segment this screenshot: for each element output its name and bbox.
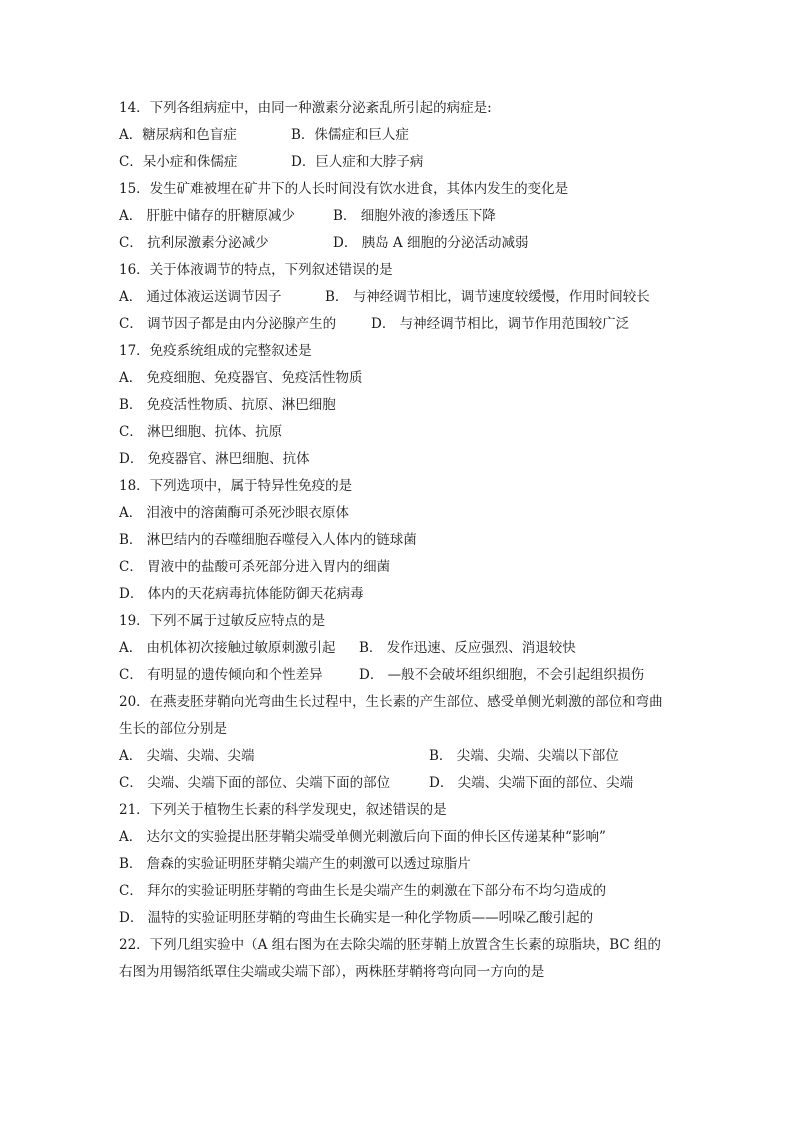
option-d: D． 胰岛 A 细胞的分泌活动减弱 xyxy=(333,235,529,251)
option-c: C．呆小症和侏儒症 xyxy=(119,154,238,170)
question-20-stem-cont: 生长的部位分别是 xyxy=(119,721,227,737)
question-20-row-2 xyxy=(119,770,689,797)
question-20-row-1 xyxy=(119,743,689,770)
option-d: D．巨人症和大脖子病 xyxy=(291,154,424,170)
question-20-stem: 20．在燕麦胚芽鞘向光弯曲生长过程中，生长素的产生部位、感受单侧光刺激的部位和弯曲 xyxy=(119,694,663,710)
option-c: C． 胃液中的盐酸可杀死部分进入胃内的细菌 xyxy=(119,559,391,575)
question-18-stem: 18．下列选项中，属于特异性免疫的是 xyxy=(119,478,353,494)
option-b: B． 詹森的实验证明胚芽鞘尖端产生的刺激可以透过琼脂片 xyxy=(119,856,471,872)
question-19-stem: 19．下列不属于过敏反应特点的是 xyxy=(119,613,326,629)
option-d: D． 体内的天花病毒抗体能防御天花病毒 xyxy=(119,586,364,602)
question-15-row-2 xyxy=(119,230,689,257)
option-b: B． 免疫活性物质、抗原、淋巴细胞 xyxy=(119,397,336,413)
option-a: A． 免疫细胞、免疫器官、免疫活性物质 xyxy=(119,370,363,386)
option-c: C． 淋巴细胞、抗体、抗原 xyxy=(119,424,283,440)
question-22-stem-cont: 右图为用锡箔纸罩住尖端或尖端下部），两株胚芽鞘将弯向同一方向的是 xyxy=(119,964,545,980)
question-14-row-1 xyxy=(119,122,689,149)
option-a: A． 由机体初次接触过敏原刺激引起 xyxy=(119,640,336,656)
option-a: A．糖尿病和色盲症 xyxy=(119,127,237,143)
option-a: A． 肝脏中储存的肝糖原减少 xyxy=(119,208,296,224)
question-21-stem: 21．下列关于植物生长素的科学发现史，叙述错误的是 xyxy=(119,802,447,818)
question-14-row-2 xyxy=(119,149,689,176)
option-b: B． 发作迅速、反应强烈、消退较快 xyxy=(359,640,576,656)
question-list xyxy=(119,95,689,986)
question-15-stem: 15．发生矿难被埋在矿井下的人长时间没有饮水进食，其体内发生的变化是 xyxy=(119,181,569,197)
option-a: A． 达尔文的实验提出胚芽鞘尖端受单侧光刺激后向下面的伸长区传递某种“影响” xyxy=(119,829,606,845)
question-14-stem: 14．下列各组病症中，由同一种激素分泌紊乱所引起的病症是: xyxy=(119,100,492,116)
option-a: A． 尖端、尖端、尖端 xyxy=(119,748,255,764)
option-c: C． 拜尔的实验证明胚芽鞘的弯曲生长是尖端产生的刺激在下部分布不均匀造成的 xyxy=(119,883,607,899)
option-b: B． 与神经调节相比，调节速度较缓慢，作用时间较长 xyxy=(325,289,650,305)
option-c: C． 抗利尿激素分泌减少 xyxy=(119,235,269,251)
question-17-stem: 17．免疫系统组成的完整叙述是 xyxy=(119,343,312,359)
question-16-row-2 xyxy=(119,311,689,338)
option-d: D． 尖端、尖端下面的部位、尖端 xyxy=(429,775,634,791)
question-16-stem: 16．关于体液调节的特点，下列叙述错误的是 xyxy=(119,262,393,278)
option-d: D． 免疫器官、淋巴细胞、抗体 xyxy=(119,451,310,467)
question-19-row-2 xyxy=(119,662,689,689)
option-c: C． 调节因子都是由内分泌腺产生的 xyxy=(119,316,337,332)
question-22-stem: 22．下列几组实验中（A 组右图为在去除尖端的胚芽鞘上放置含生长素的琼脂块，BC 组的 xyxy=(119,937,662,953)
option-a: A． 通过体液运送调节因子 xyxy=(119,289,282,305)
option-d: D． 温特的实验证明胚芽鞘的弯曲生长确实是一种化学物质——吲哚乙酸引起的 xyxy=(119,910,594,926)
option-d: D． 与神经调节相比，调节作用范围较广泛 xyxy=(371,316,630,332)
option-a: A． 泪液中的溶菌酶可杀死沙眼衣原体 xyxy=(119,505,350,521)
question-16-row-1 xyxy=(119,284,689,311)
option-d: D． —般不会破坏组织细胞，不会引起组织损伤 xyxy=(359,667,645,683)
option-b: B． 细胞外液的渗透压下降 xyxy=(333,208,496,224)
option-b: B． 尖端、尖端、尖端以下部位 xyxy=(429,748,619,764)
option-b: B．侏儒症和巨人症 xyxy=(291,127,409,143)
question-15-row-1 xyxy=(119,203,689,230)
option-c: C． 有明显的遗传倾向和个性差异 xyxy=(119,667,323,683)
option-c: C． 尖端、尖端下面的部位、尖端下面的部位 xyxy=(119,775,391,791)
option-b: B． 淋巴结内的吞噬细胞吞噬侵入人体内的链球菌 xyxy=(119,532,417,548)
question-19-row-1 xyxy=(119,635,689,662)
